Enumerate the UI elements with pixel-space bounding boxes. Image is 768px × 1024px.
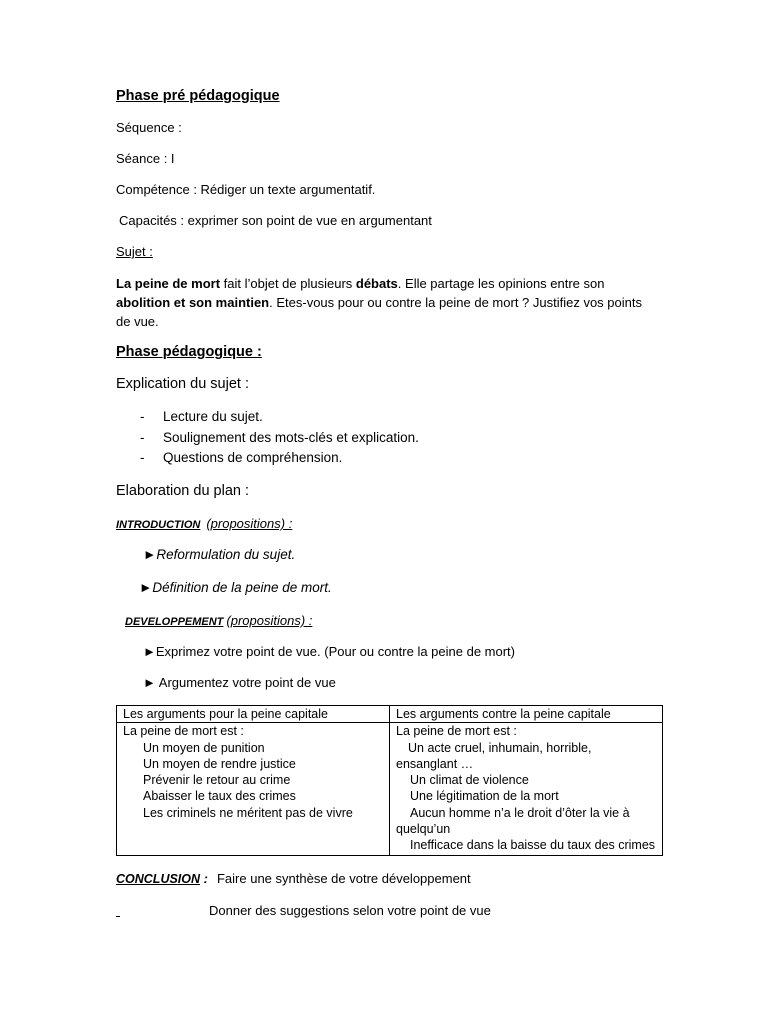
arrow-icon: ► bbox=[143, 644, 156, 659]
contre-argument: Un climat de violence bbox=[410, 773, 529, 788]
column-header-pour: Les arguments pour la peine capitale bbox=[117, 706, 390, 723]
conclusion-label: CONCLUSION bbox=[116, 872, 201, 886]
conclusion-line bbox=[116, 871, 471, 886]
pour-cell bbox=[117, 723, 390, 855]
pour-argument: Prévenir le retour au crime bbox=[143, 773, 291, 788]
list-item bbox=[116, 409, 419, 430]
intro-item-2 bbox=[139, 580, 332, 595]
elaboration-label: Elaboration du plan : bbox=[116, 483, 250, 499]
intro-item-1 bbox=[143, 547, 295, 562]
table-header-row bbox=[117, 706, 663, 723]
contre-intro: La peine de mort est : bbox=[396, 724, 517, 739]
seance-line: Séance : I bbox=[116, 151, 175, 166]
developpement-props: (propositions) : bbox=[226, 613, 313, 628]
introduction-props: (propositions) : bbox=[206, 516, 293, 531]
pour-argument: Abaisser le taux des crimes bbox=[143, 789, 296, 804]
phase-pre-title: Phase pré pédagogique bbox=[116, 88, 280, 104]
column-header-contre: Les arguments contre la peine capitale bbox=[390, 706, 663, 723]
underline-mark bbox=[116, 916, 120, 917]
introduction-heading bbox=[116, 516, 292, 531]
phase-peda-title: Phase pédagogique : bbox=[116, 344, 262, 360]
table-row bbox=[117, 723, 663, 855]
sujet-keyword: abolition et son maintien bbox=[116, 295, 270, 310]
sujet-keyword: La peine de mort bbox=[116, 276, 221, 291]
explication-label: Explication du sujet : bbox=[116, 376, 249, 392]
dev-item-2 bbox=[143, 675, 336, 690]
introduction-label: INTRODUCTION bbox=[116, 519, 201, 531]
pour-argument: Un moyen de punition bbox=[143, 740, 265, 755]
conclusion-text-1: Faire une synthèse de votre développement bbox=[216, 871, 471, 886]
contre-argument: Aucun homme n’a le droit d’ôter la vie à quelqu’un bbox=[396, 805, 630, 837]
dev-item-text: Argumentez votre point de vue bbox=[155, 675, 336, 690]
conclusion-colon: : bbox=[200, 871, 208, 886]
pour-intro: La peine de mort est : bbox=[123, 724, 244, 739]
step-text: Soulignement des mots-clés et explication. bbox=[163, 429, 419, 445]
developpement-label: DEVELOPPEMENT bbox=[125, 616, 224, 628]
sujet-label: Sujet : bbox=[116, 244, 153, 259]
arguments-table bbox=[116, 705, 663, 856]
dash-marker: - bbox=[140, 429, 145, 445]
sujet-text: fait l’objet de plusieurs bbox=[220, 276, 356, 291]
sequence-line: Séquence : bbox=[116, 120, 182, 135]
conclusion-text-2: Donner des suggestions selon votre point de vue bbox=[209, 903, 491, 918]
dash-marker: - bbox=[140, 409, 145, 424]
arrow-icon: ► bbox=[139, 580, 153, 595]
pour-argument: Un moyen de rendre justice bbox=[143, 756, 296, 771]
capacites-line: Capacités : exprimer son point de vue en argumentant bbox=[119, 213, 432, 228]
dev-item-1 bbox=[143, 644, 515, 659]
contre-argument: Inefficace dans la baisse du taux des crimes bbox=[410, 838, 656, 853]
arrow-icon: ► bbox=[143, 675, 156, 690]
intro-item-text: Reformulation du sujet. bbox=[156, 547, 296, 562]
sujet-text: . Etes-vous pour ou contre la peine de mort ? Justifiez vos points de vue. bbox=[116, 295, 642, 329]
list-item bbox=[116, 450, 419, 471]
sujet-paragraph bbox=[116, 274, 646, 331]
list-item bbox=[116, 430, 419, 451]
step-text: Lecture du sujet. bbox=[163, 409, 263, 424]
pour-argument: Les criminels ne méritent pas de vivre bbox=[143, 805, 353, 820]
arrow-icon: ► bbox=[143, 547, 157, 562]
contre-argument: Une légitimation de la mort bbox=[410, 789, 559, 804]
dev-item-text: Exprimez votre point de vue. (Pour ou contre la peine de mort) bbox=[155, 644, 515, 659]
sujet-text: . Elle partage les opinions entre son bbox=[397, 276, 605, 291]
step-text: Questions de compréhension. bbox=[163, 450, 343, 465]
dash-marker: - bbox=[140, 450, 145, 465]
developpement-heading bbox=[125, 613, 312, 628]
contre-argument: Un acte cruel, inhumain, horrible, ensanglant … bbox=[396, 740, 592, 771]
explication-steps bbox=[116, 409, 419, 471]
sujet-keyword: débats bbox=[355, 276, 398, 291]
intro-item-text: Définition de la peine de mort. bbox=[152, 580, 332, 595]
competence-line: Compétence : Rédiger un texte argumentatif. bbox=[116, 182, 376, 197]
contre-cell bbox=[390, 723, 663, 855]
